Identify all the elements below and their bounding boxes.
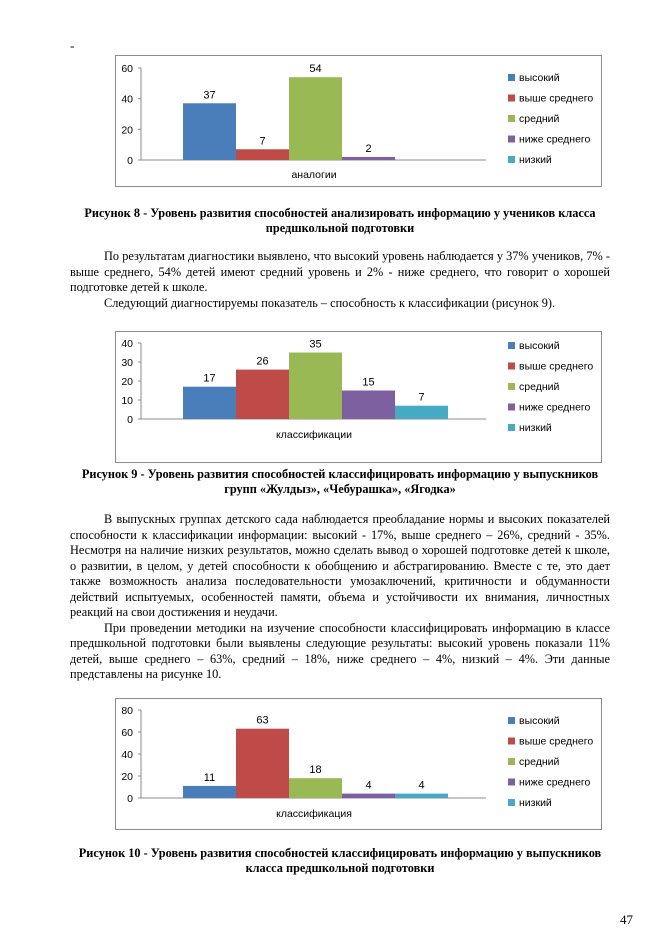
data-label: 15	[362, 376, 375, 389]
legend-swatch	[508, 738, 515, 745]
legend-swatch	[508, 424, 515, 431]
data-label: 54	[309, 63, 322, 76]
data-label: 26	[256, 355, 269, 368]
legend-swatch	[508, 74, 515, 81]
data-label: 2	[365, 142, 372, 155]
y-tick-label: 20	[121, 124, 133, 137]
data-label: 17	[203, 372, 216, 385]
y-tick-label: 20	[121, 771, 133, 783]
y-tick-label: 0	[127, 155, 133, 167]
caption-fig8: Рисунок 8 - Уровень развития способностей анализировать информацию у учеников класса предшкольной подготовки	[84, 206, 596, 235]
legend-swatch	[508, 156, 515, 163]
page-number: 47	[620, 912, 633, 927]
paragraph-1	[70, 249, 610, 311]
bar-1	[183, 387, 236, 419]
legend-swatch	[508, 717, 515, 724]
legend-label: выше среднего	[519, 735, 594, 748]
chart-svg-fig10	[116, 699, 601, 829]
y-tick-label: 20	[121, 376, 133, 388]
data-label: 63	[256, 714, 269, 727]
y-tick-label: 40	[121, 93, 133, 106]
y-tick-label: 40	[121, 749, 133, 761]
paragraph-text: Следующий диагностируемы показатель – способность к классификации (рисунок 9).	[104, 295, 556, 310]
x-category-label: классификация	[276, 808, 352, 820]
legend-label: средний	[519, 381, 560, 393]
bar-5	[395, 406, 448, 419]
legend-label: высокий	[519, 715, 560, 727]
legend-swatch	[508, 95, 515, 102]
bar-1	[183, 103, 236, 160]
legend-swatch	[508, 115, 515, 122]
legend-label: ниже среднего	[519, 776, 591, 789]
chart-svg-fig9	[116, 332, 601, 452]
bar-4	[342, 391, 395, 420]
bar-2	[236, 729, 289, 798]
legend-swatch	[508, 342, 515, 349]
legend-label: высокий	[519, 72, 560, 84]
legend-label: ниже среднего	[519, 133, 591, 146]
legend-swatch	[508, 404, 515, 411]
legend-label: низкий	[519, 422, 552, 434]
data-label: 35	[309, 338, 322, 351]
legend-label: низкий	[519, 797, 552, 809]
chart-fig9	[115, 331, 602, 463]
y-tick-label: 60	[121, 727, 133, 739]
legend-label: ниже среднего	[519, 401, 591, 414]
data-label: 18	[309, 764, 322, 777]
paragraph-text: По результатам диагностики выявлено, что высокий уровень наблюдается у 37% учеников, 7% - выше среднего, 54% детей имеют средний уровень и 2% - ниже среднего, что говорит о хорошей подготовке детей к школе.	[70, 249, 610, 294]
bar-2	[236, 149, 289, 160]
legend-swatch	[508, 383, 515, 390]
y-tick-label: 0	[127, 414, 133, 426]
chart-svg-fig8	[116, 56, 601, 186]
data-label: 37	[203, 89, 216, 102]
data-label: 11	[203, 771, 216, 784]
legend-swatch	[508, 758, 515, 765]
bar-3	[289, 77, 342, 160]
legend-label: средний	[519, 113, 560, 125]
bar-3	[289, 353, 342, 420]
paragraph-text: В выпускных группах детского сада наблюдается преобладание нормы и высоких показателей способности к классификации информации: высокий - 17%, выше среднего – 26%, средний - 35%. Несмотря на наличие низких результатов, можно сделать вывод о хорошей подготовке детей к школе, о развитии, в целом, у детей способности к обобщению и абстрагированию. Вместе с те, это дает также возможность анализа последовательности умозаключений, критичности и обдуманности действий испытуемых, особенностей памяти, объема и устойчивости их внимания, личностных реакций на свои достижения и неудачи.	[70, 512, 610, 619]
legend-label: высокий	[519, 340, 560, 352]
y-tick-label: 80	[121, 705, 133, 717]
paragraph-3	[70, 512, 610, 683]
data-label: 4	[365, 779, 372, 792]
legend-swatch	[508, 363, 515, 370]
y-tick-label: 10	[121, 395, 133, 407]
y-tick-label: 60	[121, 63, 133, 75]
data-label: 4	[418, 779, 425, 792]
legend-swatch	[508, 136, 515, 143]
data-label: 7	[418, 391, 425, 404]
legend-label: выше среднего	[519, 92, 594, 105]
data-label: 7	[259, 135, 266, 148]
chart-fig10	[115, 698, 602, 830]
x-category-label: аналогии	[291, 169, 337, 181]
bar-4	[342, 157, 395, 160]
legend-swatch	[508, 799, 515, 806]
paragraph-text: При проведении методики на изучение способности классифицировать информацию в классе предшкольной подготовки были выявлены следующие результаты: высокий уровень показали 11% детей, выше среднего – 63%, средний – 18%, ниже среднего – 4%, низкий – 4%. Эти данные представлены на рисунке 10.	[70, 620, 610, 681]
x-category-label: классификации	[276, 429, 352, 441]
caption-fig9: Рисунок 9 - Уровень развития способностей классифицировать информацию у выпускников групп «Жулдыз», «Чебурашка», «Ягодка»	[81, 467, 599, 496]
caption-fig10: Рисунок 10 - Уровень развития способностей классифицировать информацию у выпускников класса предшкольной подготовки	[78, 846, 602, 875]
legend-label: средний	[519, 756, 560, 768]
bar-5	[395, 794, 448, 798]
top-mark: -	[70, 38, 75, 53]
bar-3	[289, 778, 342, 798]
bar-2	[236, 370, 289, 419]
legend-swatch	[508, 779, 515, 786]
y-tick-label: 30	[121, 357, 133, 369]
legend-label: низкий	[519, 154, 552, 166]
bar-1	[183, 786, 236, 798]
legend-label: выше среднего	[519, 360, 594, 373]
y-tick-label: 40	[121, 338, 133, 350]
y-tick-label: 0	[127, 793, 133, 805]
bar-4	[342, 794, 395, 798]
chart-fig8	[115, 55, 602, 187]
